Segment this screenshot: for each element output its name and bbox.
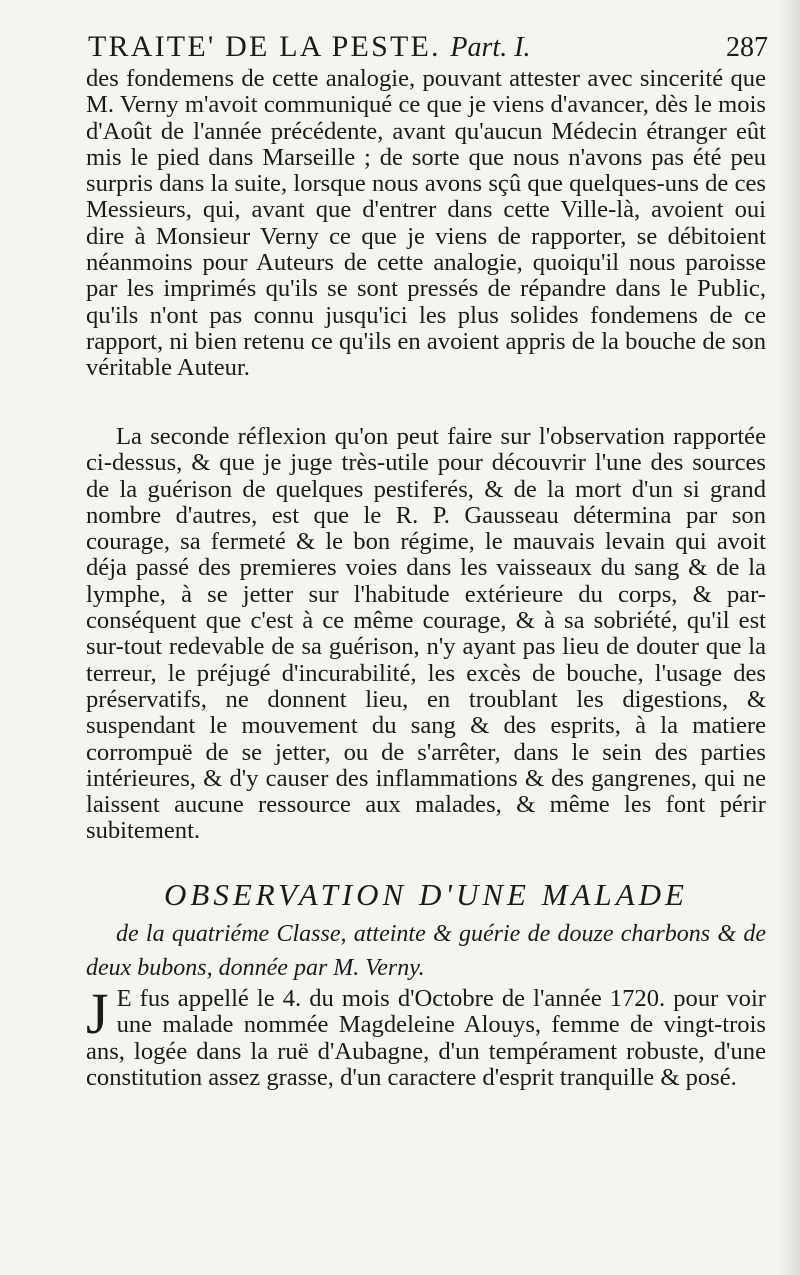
paragraph-3	[86, 981, 766, 1091]
running-title-text: TRAITE' DE LA PESTE.	[88, 30, 441, 63]
paragraph-1	[86, 66, 766, 382]
paragraph-1-text: des fondemens de cette analogie, pouvant attester avec sincerité que M. Verny m'avoit communiqué ce que je viens d'avancer, dès le mois d'Août de l'année précédente, avant qu'aucun Médecin étranger eût mis le pied dans Marseille ; de sorte que nous n'avons pas été peu surpris dans la suite, lorsque nous avons sçû que quelques-uns de ces Messieurs, qui, avant que d'entrer dans cette Ville-là, avoient oui dire à Monsieur Verny ce que je viens de rapporter, se débitoient néanmoins pour Auteurs de cette analogie, quoiqu'il nous paroisse par les imprimés qu'ils se sont pressés de répandre dans le Public, qu'ils n'ont pas connu jusqu'ici les plus solides fondemens de ce rapport, ni bien retenu ce qu'ils en avoient appris de la bouche de son véritable Auteur.	[86, 65, 766, 382]
observation-heading	[86, 875, 766, 985]
paragraph-3-body	[86, 981, 766, 1091]
paragraph-2-text: La seconde réflexion qu'on peut faire sur l'observation rapportée ci-dessus, & que je juge très-utile pour découvrir l'une des sources de la guérison de quelques pestiferés, & de la mort d'un si grand nombre d'autres, est que le R. P. Gausseau détermina par son courage, sa fermeté & le bon régime, le mauvais levain qui avoit déja passé des premieres voies dans les vaisseaux du sang & de la lymphe, à se jetter sur l'habitude extérieure du corps, & par-conséquent que c'est à ce même courage, & à sa sobriété, qu'il est sur-tout redevable de sa guérison, n'y ayant pas lieu de douter que la terreur, le préjugé d'incurabilité, les excès de bouche, l'usage des préservatifs, ne donnent lieu, en troublant les digestions, & suspendant le mouvement du sang & des esprits, à la matiere corrompuë de se jetter, ou de s'arrêter, dans le sein des parties intérieures, & d'y causer des inflammations & des gangrenes, qui ne laissent aucune ressource aux malades, & même les font périr subitement.	[86, 423, 766, 845]
running-title-part: Part. I.	[450, 32, 531, 63]
running-title	[88, 30, 531, 64]
page-edge-shadow	[778, 0, 800, 1275]
page-number: 287	[726, 32, 768, 63]
drop-cap: J	[86, 981, 109, 1046]
observation-subtitle: de la quatriéme Classe, atteinte & guérie de douze charbons & de deux bubons, donnée par M. Verny.	[86, 921, 766, 981]
paragraph-3-text: E fus appellé le 4. du mois d'Octobre de l'année 1720. pour voir une malade nommée Magdeleine Alouys, femme de vingt-trois ans, logée dans la ruë d'Aubagne, d'un tempérament robuste, d'une constitution assez grasse, d'un caractere d'esprit tranquille & posé.	[86, 985, 766, 1091]
observation-title: OBSERVATION D'UNE MALADE	[164, 877, 688, 912]
paragraph-2	[86, 424, 766, 845]
